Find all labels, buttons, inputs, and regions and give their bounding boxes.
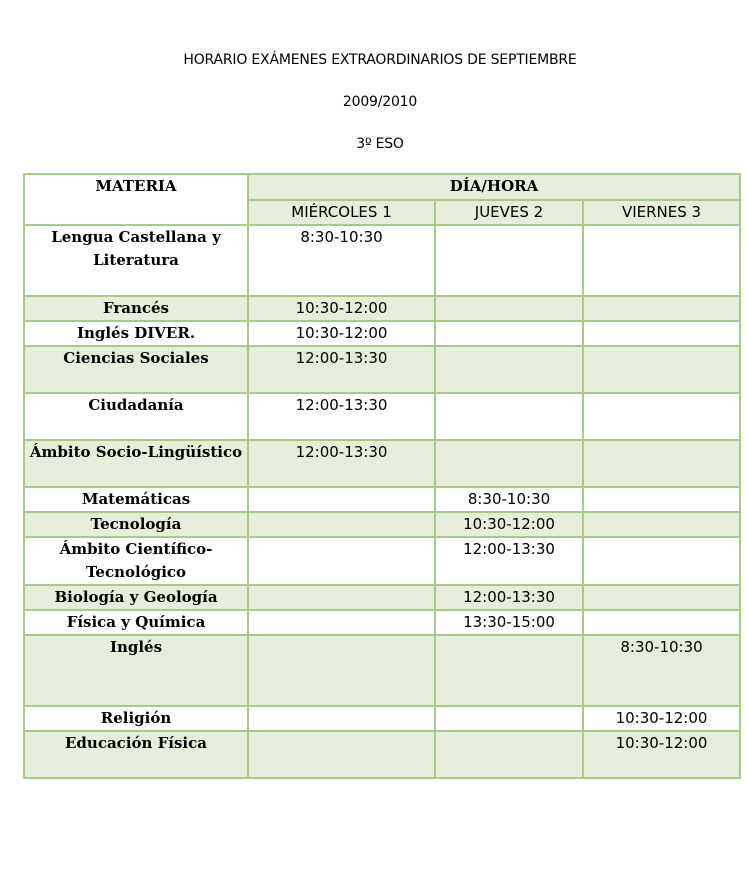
time-cell: [435, 225, 583, 296]
table-row: [24, 585, 740, 610]
time-cell: [583, 321, 740, 346]
subject-cell: Ámbito Socio-Lingüístico: [24, 440, 248, 487]
time-cell: [248, 537, 435, 585]
subject-cell: Francés: [24, 296, 248, 321]
time-cell: 8:30-10:30: [583, 635, 740, 706]
table-row: [24, 296, 740, 321]
time-cell: 8:30-10:30: [248, 225, 435, 296]
time-cell: [583, 585, 740, 610]
time-cell: [583, 296, 740, 321]
time-cell: 12:00-13:30: [248, 393, 435, 440]
table-row: [24, 706, 740, 731]
header-row: [24, 174, 740, 200]
time-cell: [583, 487, 740, 512]
time-cell: [248, 610, 435, 635]
time-cell: [435, 706, 583, 731]
schedule-body: [24, 174, 740, 778]
table-row: [24, 225, 740, 296]
time-cell: 12:00-13:30: [435, 585, 583, 610]
table-row: [24, 731, 740, 778]
time-cell: [248, 635, 435, 706]
time-cell: [248, 731, 435, 778]
subject-cell: Ámbito Científico-Tecnológico: [24, 537, 248, 585]
time-cell: [435, 635, 583, 706]
time-cell: [583, 610, 740, 635]
time-cell: 12:00-13:30: [248, 440, 435, 487]
time-cell: [248, 487, 435, 512]
subject-cell: Biología y Geología: [24, 585, 248, 610]
table-row: [24, 346, 740, 393]
subject-cell: Ciencias Sociales: [24, 346, 248, 393]
table-row: [24, 393, 740, 440]
day-header-wednesday: MIÉRCOLES 1: [248, 200, 435, 225]
col-header-materia: MATERIA: [24, 174, 248, 225]
time-cell: [435, 296, 583, 321]
time-cell: 10:30-12:00: [583, 731, 740, 778]
time-cell: 10:30-12:00: [248, 321, 435, 346]
time-cell: 10:30-12:00: [248, 296, 435, 321]
time-cell: [248, 706, 435, 731]
time-cell: [248, 585, 435, 610]
time-cell: [248, 512, 435, 537]
time-cell: [583, 512, 740, 537]
time-cell: [583, 393, 740, 440]
subject-cell: Inglés DIVER.: [24, 321, 248, 346]
time-cell: [583, 225, 740, 296]
day-header-friday: VIERNES 3: [583, 200, 740, 225]
table-row: [24, 321, 740, 346]
subject-cell: Inglés: [24, 635, 248, 706]
table-row: [24, 537, 740, 585]
subject-cell: Física y Química: [24, 610, 248, 635]
time-cell: 10:30-12:00: [583, 706, 740, 731]
subject-cell: Ciudadanía: [24, 393, 248, 440]
table-row: [24, 487, 740, 512]
table-row: [24, 440, 740, 487]
time-cell: 12:00-13:30: [435, 537, 583, 585]
table-row: [24, 512, 740, 537]
time-cell: [583, 440, 740, 487]
time-cell: 12:00-13:30: [248, 346, 435, 393]
table-row: [24, 610, 740, 635]
exam-schedule-table: [23, 173, 741, 779]
school-year: 2009/2010: [342, 94, 418, 110]
time-cell: 10:30-12:00: [435, 512, 583, 537]
time-cell: [583, 537, 740, 585]
subject-cell: Tecnología: [24, 512, 248, 537]
time-cell: [435, 321, 583, 346]
time-cell: [583, 346, 740, 393]
subject-cell: Educación Física: [24, 731, 248, 778]
time-cell: [435, 393, 583, 440]
table-row: [24, 635, 740, 706]
time-cell: 13:30-15:00: [435, 610, 583, 635]
subject-cell: Matemáticas: [24, 487, 248, 512]
time-cell: [435, 346, 583, 393]
subject-cell: Lengua Castellana y Literatura: [24, 225, 248, 296]
time-cell: [435, 440, 583, 487]
day-header-thursday: JUEVES 2: [435, 200, 583, 225]
course-label: 3º ESO: [356, 136, 404, 152]
col-header-dia-hora: DÍA/HORA: [248, 174, 740, 200]
time-cell: [435, 731, 583, 778]
subject-cell: Religión: [24, 706, 248, 731]
time-cell: 8:30-10:30: [435, 487, 583, 512]
page-title: HORARIO EXÁMENES EXTRAORDINARIOS DE SEPTIEMBRE: [183, 52, 577, 68]
